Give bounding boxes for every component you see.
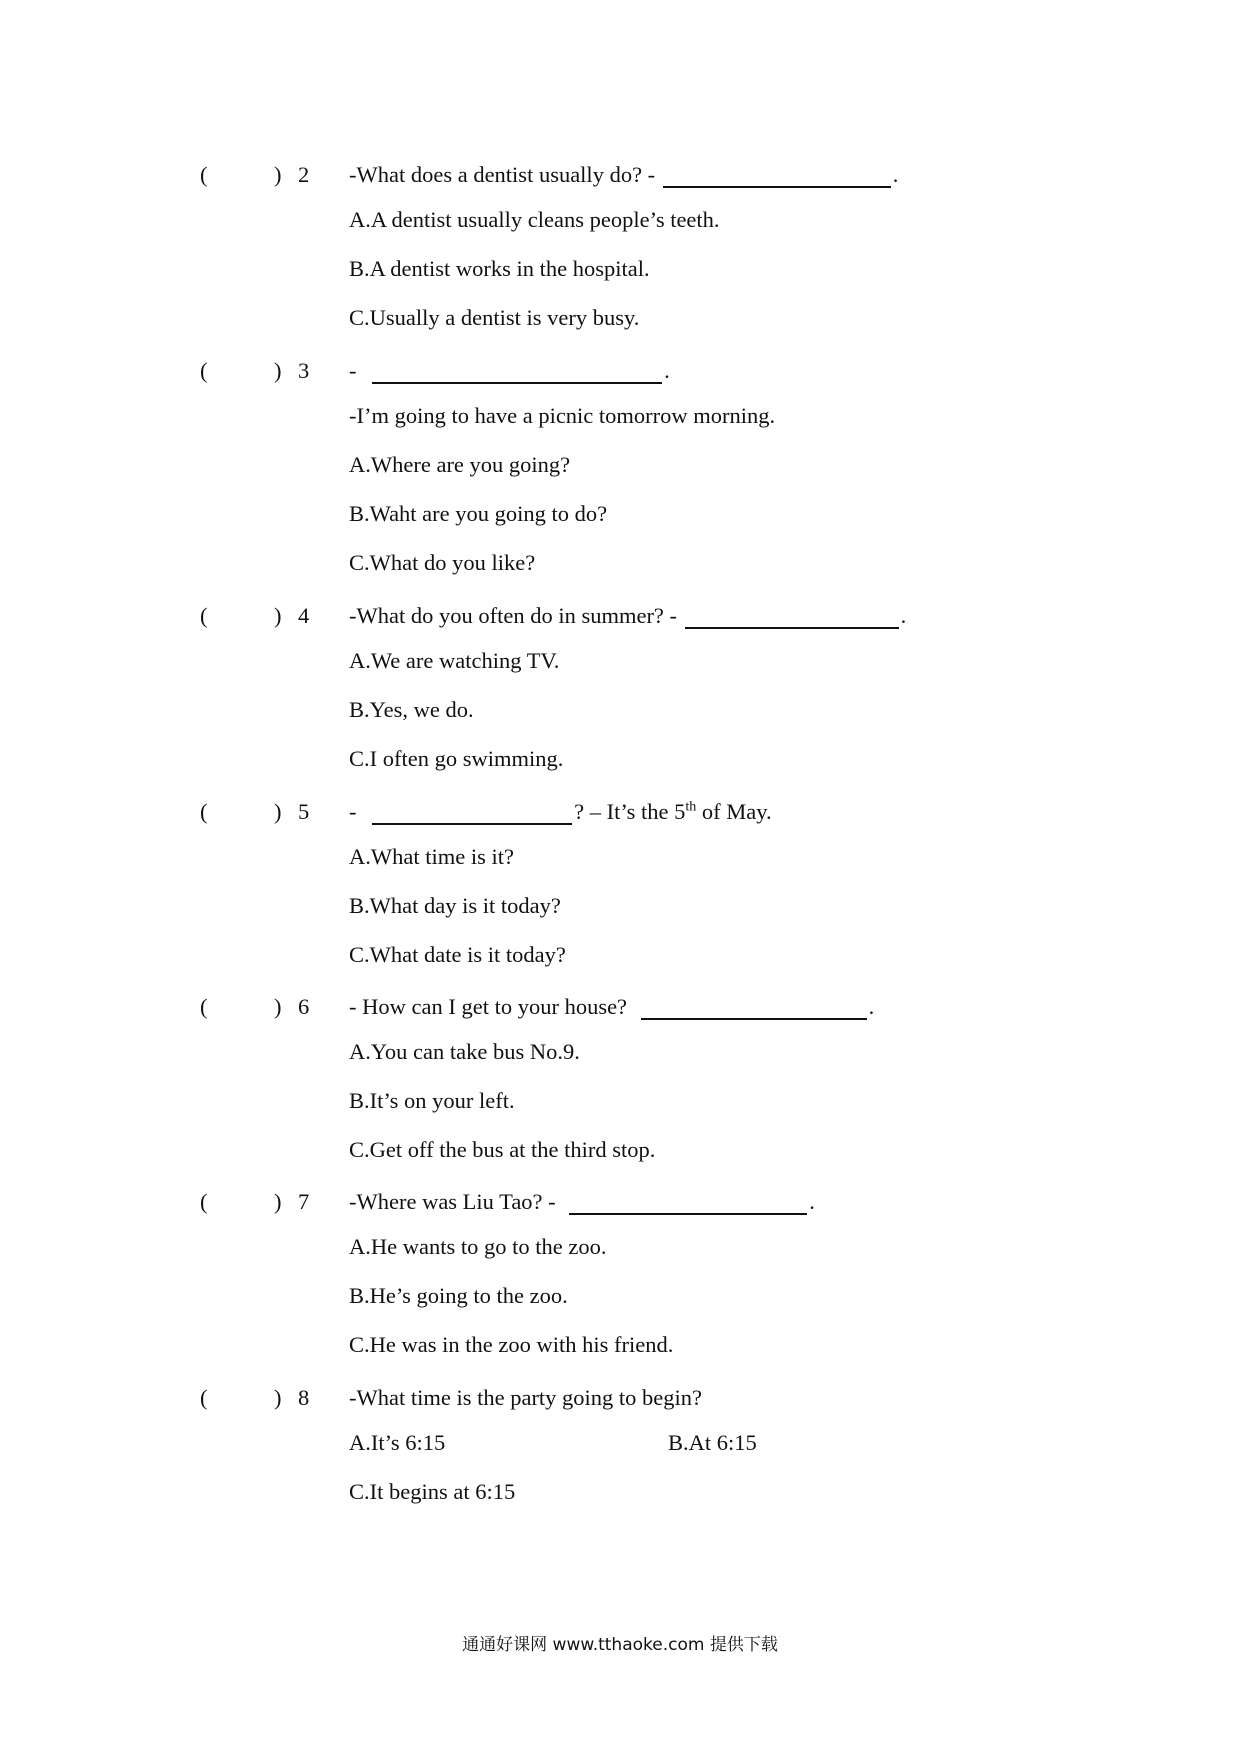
answer-paren-right: ) [274,1385,282,1410]
answer-blank[interactable] [685,601,899,629]
options [0,832,1240,979]
option-text: B.It’s on your left. [349,1088,515,1113]
question-5 [0,792,1240,979]
question-stem [349,155,898,195]
answer-paren-left: ( [200,162,208,187]
answer-paren-right: ) [274,994,282,1019]
option-text: A.What time is it? [349,844,514,869]
question-number: 6 [298,994,310,1019]
option-b [0,1076,1240,1125]
answer-paren-right: ) [274,799,282,824]
option-c [0,1467,1240,1516]
option-text: C.What date is it today? [349,942,566,967]
option-text: C.Get off the bus at the third stop. [349,1137,656,1162]
question-stem [349,1182,815,1222]
answer-paren-right: ) [274,358,282,383]
answer-paren-left: ( [200,358,208,383]
answer-blank[interactable] [372,356,662,384]
question-line [0,1378,1240,1418]
answer-paren-left: ( [200,994,208,1019]
stem-text: -What do you often do in summer? - [349,603,678,628]
stem-text: -Where was Liu Tao? - [349,1189,556,1214]
stem-text: - How can I get to your house? [349,994,628,1019]
question-number: 3 [298,358,310,383]
question-7 [0,1182,1240,1369]
question-line [0,155,1240,195]
answer-blank[interactable] [372,797,572,825]
option-text: A.You can take bus No.9. [349,1039,580,1064]
option-a: A.It’s 6:15 [349,1430,446,1455]
option-c [0,930,1240,979]
question-line [0,1182,1240,1222]
stem-text-after: . [664,358,670,383]
ordinal-suffix: th [685,799,697,815]
stem-text: -What time is the party going to begin? [349,1385,703,1410]
options [0,636,1240,783]
stem-text-after: . [809,1189,815,1214]
question-line [0,792,1240,832]
question-number: 8 [298,1385,310,1410]
option-c [0,538,1240,587]
answer-paren-left: ( [200,603,208,628]
option-text: C.Usually a dentist is very busy. [349,305,640,330]
option-b [0,881,1240,930]
question-stem [349,792,772,832]
option-text: B.A dentist works in the hospital. [349,256,650,281]
question-6 [0,987,1240,1174]
question-line [0,351,1240,391]
question-stem [349,987,874,1027]
answer-paren-right: ) [274,1189,282,1214]
option-text: B.He’s going to the zoo. [349,1283,568,1308]
option-b [0,489,1240,538]
answer-paren-right: ) [274,162,282,187]
option-b [0,685,1240,734]
question-number: 4 [298,603,310,628]
options [0,1418,1240,1516]
question-4 [0,596,1240,783]
option-text: B.Waht are you going to do? [349,501,608,526]
stem-text: - [349,358,357,383]
stem-text-after: . [900,603,907,628]
option-text: C.I often go swimming. [349,746,564,771]
question-line [0,596,1240,636]
stem-text-after: . [868,994,875,1019]
answer-blank[interactable] [663,160,891,188]
dialogue-response [0,391,1240,440]
answer-paren-left: ( [200,1189,208,1214]
stem-text: -What does a dentist usually do? - [349,162,656,187]
options [0,391,1240,587]
option-c [0,1125,1240,1174]
response-text: -I’m going to have a picnic tomorrow morning. [349,403,776,428]
answer-blank[interactable] [569,1187,807,1215]
option-a [0,832,1240,881]
options [0,1027,1240,1174]
question-number: 7 [298,1189,310,1214]
option-b [0,1271,1240,1320]
stem-text-end: of May. [696,799,772,824]
question-line [0,987,1240,1027]
option-c [0,1320,1240,1369]
answer-paren-left: ( [200,1385,208,1410]
option-text: A.Where are you going? [349,452,571,477]
question-2 [0,155,1240,342]
stem-text-after: ? – It’s the 5 [574,799,686,824]
option-a [0,636,1240,685]
question-3 [0,351,1240,587]
option-text: B.What day is it today? [349,893,561,918]
question-stem [349,596,906,636]
question-8 [0,1378,1240,1516]
stem-text-after: . [892,162,899,187]
options [0,1222,1240,1369]
option-text: C.What do you like? [349,550,536,575]
question-number: 5 [298,799,310,824]
question-stem [349,1378,702,1418]
option-b [0,244,1240,293]
option-a [0,195,1240,244]
answer-paren-left: ( [200,799,208,824]
question-stem [349,351,670,391]
page-footer: 通通好课网 www.tthaoke.com 提供下载 [462,1635,778,1655]
option-text: C.It begins at 6:15 [349,1479,516,1504]
option-c [0,734,1240,783]
option-text: A.A dentist usually cleans people’s teeth. [349,207,720,232]
option-c [0,293,1240,342]
option-row [0,1418,1240,1467]
options [0,195,1240,342]
option-a [0,1027,1240,1076]
option-text: C.He was in the zoo with his friend. [349,1332,674,1357]
answer-paren-right: ) [274,603,282,628]
stem-text: - [349,799,357,824]
question-number: 2 [298,162,310,187]
option-text: A.We are watching TV. [349,648,560,673]
option-a [0,440,1240,489]
option-text: B.Yes, we do. [349,697,474,722]
option-text: A.He wants to go to the zoo. [349,1234,607,1259]
answer-blank[interactable] [641,992,867,1020]
option-a [0,1222,1240,1271]
option-b: B.At 6:15 [668,1430,757,1455]
